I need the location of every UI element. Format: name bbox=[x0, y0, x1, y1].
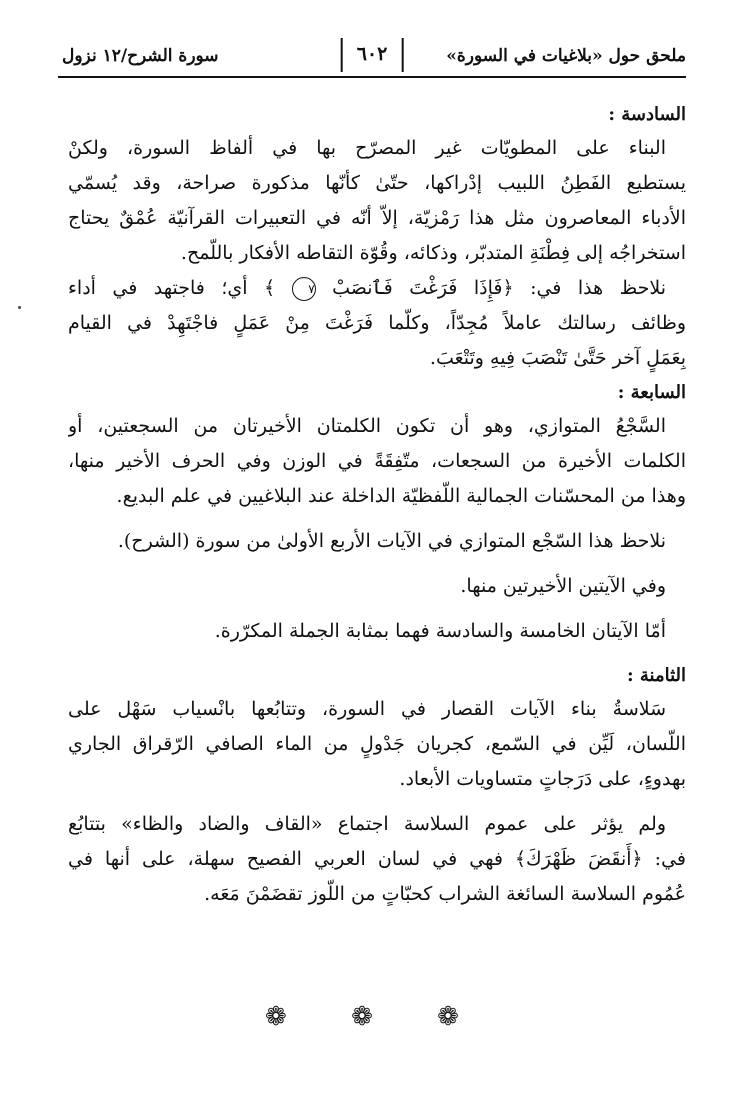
text-line: اللّسان، لَيِّن في السّمع، كجريان جَدْولٍ من الماء الصافي الرّقراق الجاري bbox=[68, 733, 686, 755]
page-number: ٦٠٢ bbox=[341, 38, 404, 72]
header-chapter-title: ملحق حول «بلاغيات في السورة» bbox=[446, 46, 686, 66]
text-line: استخراجُه إلى فِطْنَةِ المتدبّر، وذكائه، وقُوّة التقاطه الأفكار باللّمح. bbox=[180, 242, 686, 264]
text-line: سَلاسةُ بناء الآيات القصار في السورة، وتتابُعها بانْسياب سَهْل على bbox=[68, 698, 666, 720]
text-line: البناء على المطويّات غير المصرّح بها في ألفاظ السورة، ولكنْ bbox=[68, 137, 666, 159]
section-heading-eighth: الثامنة : bbox=[626, 665, 686, 686]
verse-text-start: نلاحظ هذا في: ﴿فَإِذَا فَرَغْتَ فَٱنصَبْ bbox=[332, 277, 667, 299]
text-line: في: ﴿أَنقَضَ ظَهْرَكَ﴾ فهي في لسان العربي الفصيح سهلة، على أنها في bbox=[68, 848, 686, 870]
section-end-ornament: ❁ ❁ ❁ bbox=[265, 1002, 487, 1032]
text-line: نلاحظ هذا السّجْع المتوازي في الآيات الأربع الأولىٰ من سورة (الشرح). bbox=[117, 530, 666, 552]
section-heading-sixth: السادسة : bbox=[608, 104, 686, 125]
text-line: وظائف رسالتك عاملاً مُجِدّاً، وكلّما فَرَغْتَ مِنْ عَمَلٍ فاجْتَهِدْ في القيام bbox=[68, 312, 686, 334]
section-heading-seventh: السابعة : bbox=[617, 382, 686, 403]
text-line: السَّجْعُ المتوازي، وهو أن تكون الكلمتان الأخيرتان من السجعتين، أو bbox=[68, 415, 666, 437]
margin-dot bbox=[18, 306, 21, 309]
text-line: الكلمات الأخيرة من السجعات، متّفِقَةً في الوزن وفي الحرف الأخير منها، bbox=[68, 450, 686, 472]
text-line: عُمُوم السلاسة السائغة الشراب كحبّاتٍ من اللّوز تقضَمْنَ مَعَه. bbox=[204, 883, 686, 905]
text-line: بِعَمَلٍ آخر حَتَّىٰ تَنْصَبَ فِيهِ وتَتْعَبَ. bbox=[429, 347, 686, 369]
text-line: أمّا الآيتان الخامسة والسادسة فهما بمثابة الجملة المكرّرة. bbox=[214, 620, 666, 642]
verse-text-end: ﴾ أي؛ فاجتهد في أداء bbox=[68, 277, 276, 299]
header-surah-title: سورة الشرح/١٢ نزول bbox=[62, 46, 219, 66]
text-line: الأدباء المعاصرون مثل هذا رَمْزيّة، إلاّ أنّه في التعبيرات القرآنيّة عُمْقٌ يحتاج bbox=[68, 207, 686, 229]
page-body bbox=[68, 98, 686, 912]
page-header bbox=[58, 38, 686, 78]
verse-number-circle: ٧ bbox=[292, 277, 316, 301]
text-line: بهدوءٍ، على دَرَجاتٍ متساويات الأبعاد. bbox=[399, 768, 686, 790]
text-line: وفي الآيتين الأخيرتين منها. bbox=[460, 575, 666, 597]
text-line: ولم يؤثر على عموم السلاسة اجتماع «القاف والضاد والظاء» بتتابُع bbox=[68, 813, 666, 835]
text-line: وهذا من المحسّنات الجمالية اللّفظيّة الداخلة عند البلاغيين في علم البديع. bbox=[116, 485, 686, 507]
header-rule bbox=[58, 76, 686, 78]
text-line: يستطيع الفَطِنُ اللبيب إدْراكها، حتّىٰ كأنّها مذكورة صراحة، وقد يُسمّي bbox=[68, 172, 686, 194]
verse-line bbox=[68, 271, 686, 306]
